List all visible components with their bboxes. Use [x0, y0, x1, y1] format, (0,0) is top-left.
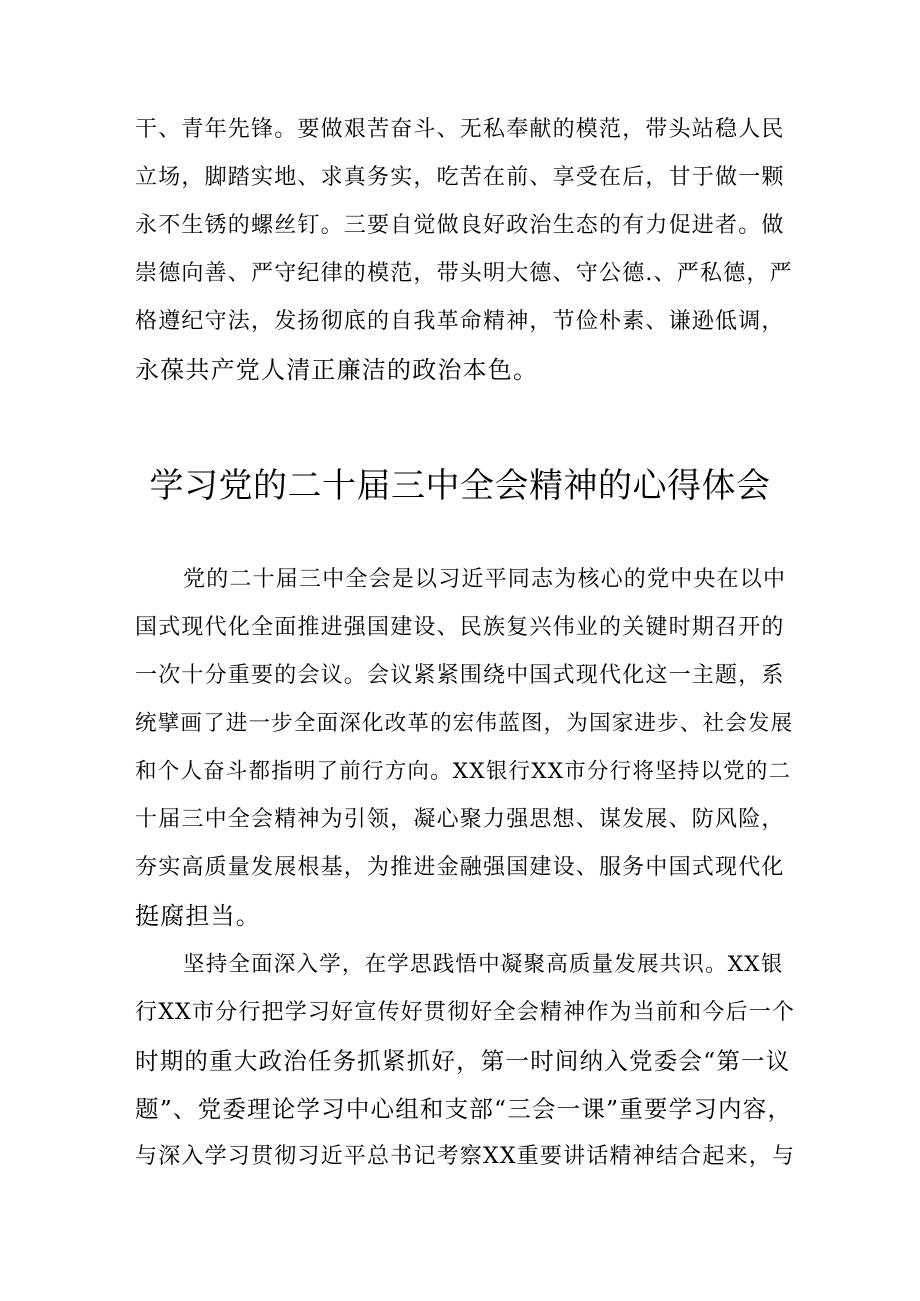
text-line: 十届三中全会精神为引领，凝心聚力强思想、谋发展、防风险， — [135, 807, 785, 832]
text-line: 格遵纪守法，发扬彻底的自我革命精神，节俭朴素、谦逊低调， — [135, 309, 785, 334]
text-line: 立场，脚踏实地、求真务实，吃苦在前、享受在后，甘于做一颗 — [135, 165, 785, 190]
text-line: 崇德向善、严守纪律的模范，带头明大德、守公德.、严私德，严 — [135, 261, 793, 286]
text-line: 和个人奋斗都指明了前行方向。XX银行XX市分行将坚持以党的二 — [135, 759, 792, 784]
text-line: 时期的重大政治任务抓紧抓好，第一时间纳入党委会“第一议 — [135, 1047, 791, 1075]
text-line: 干、青年先锋。要做艰苦奋斗、无私奉献的模范，带头站稳人民 — [135, 117, 785, 142]
paragraph-study — [135, 941, 795, 1181]
text-line: 国式现代化全面推进强国建设、民族复兴伟业的关键时期召开的 — [135, 615, 785, 640]
text-line: 永不生锈的螺丝钉。三要自觉做良好政治生态的有力促进者。做 — [135, 213, 785, 238]
paragraph-continuation — [135, 106, 795, 394]
text-line: 题”、党委理论学习中心组和支部“三会一课”重要学习内容， — [135, 1095, 793, 1123]
text-line: 坚持全面深入学，在学思践悟中凝聚高质量发展共识。XX银 — [183, 952, 784, 977]
text-line: 夯实高质量发展根基，为推进金融强国建设、服务中国式现代化 — [135, 855, 785, 880]
text-line: 挺腐担当。 — [135, 902, 261, 930]
text-line: 党的二十届三中全会是以习近平同志为核心的党中央在以中 — [183, 567, 787, 592]
paragraph-intro — [135, 556, 795, 940]
text-line: 一次十分重要的会议。会议紧紧围绕中国式现代化这一主题，系 — [135, 663, 785, 688]
text-line: 与深入学习贯彻习近平总书记考察XX重要讲话精神结合起来，与 — [135, 1144, 796, 1169]
text-line: 永葆共产党人清正廉洁的政治本色。 — [135, 356, 539, 384]
text-line: 统擘画了进一步全面深化改革的宏伟蓝图，为国家进步、社会发展 — [135, 711, 794, 736]
section-heading: 学习党的二十届三中全会精神的心得体会 — [149, 466, 771, 506]
text-line: 行XX市分行把学习好宣传好贯彻好全会精神作为当前和今后一个 — [135, 1000, 796, 1025]
